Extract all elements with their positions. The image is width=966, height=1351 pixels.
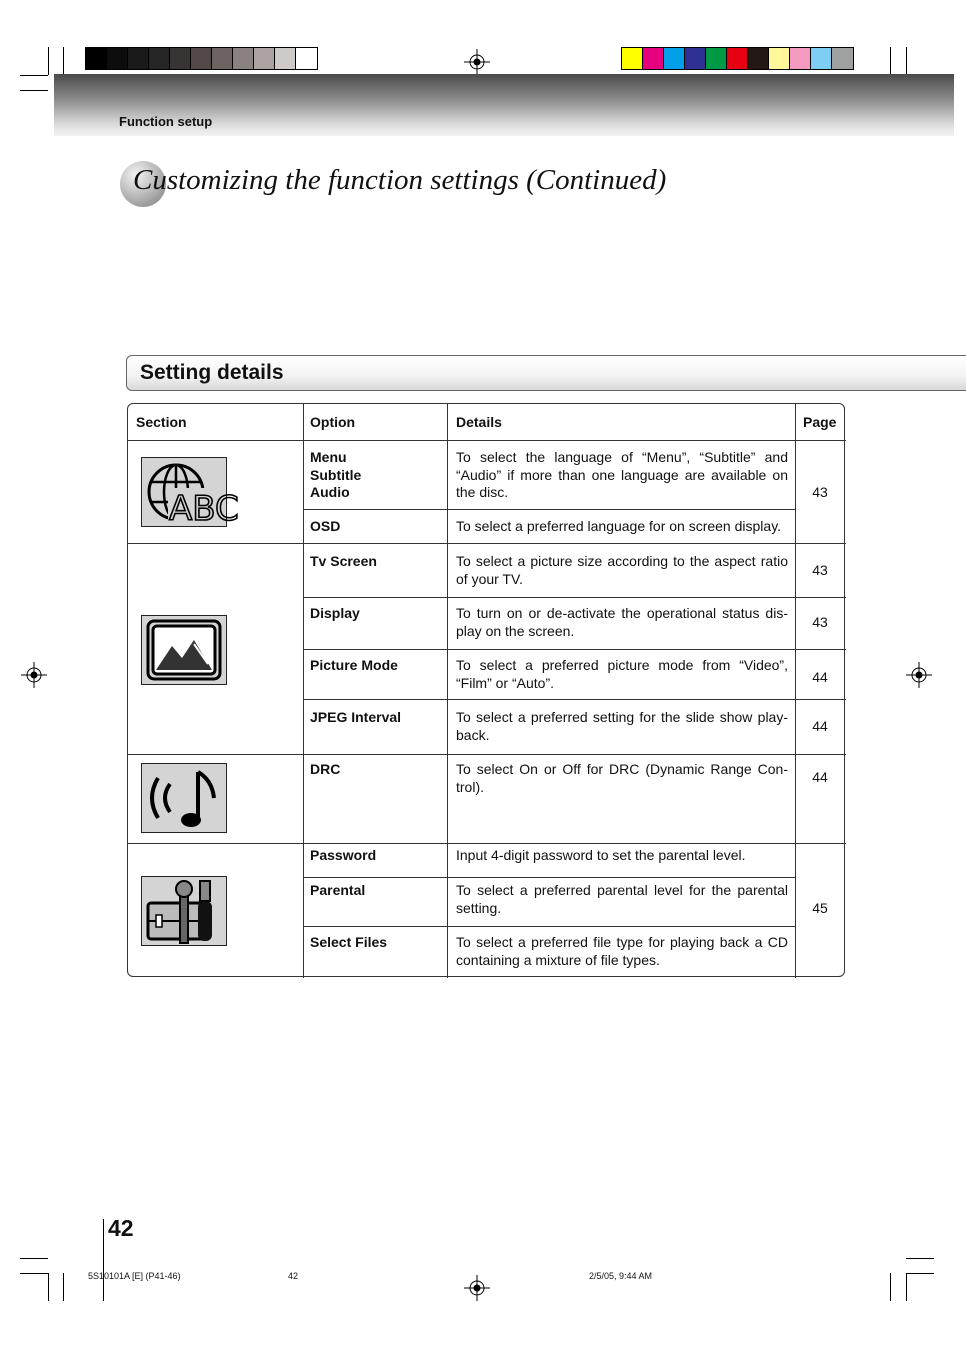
header-page: Page xyxy=(803,414,837,430)
color-swatch xyxy=(832,48,853,69)
crop-mark xyxy=(906,1258,934,1259)
color-swatch xyxy=(664,48,685,69)
crop-mark xyxy=(48,47,49,75)
color-swatch xyxy=(769,48,790,69)
gray-swatch xyxy=(191,48,212,69)
option-select-files: Select Files xyxy=(310,934,388,950)
page-ref: 44 xyxy=(812,718,828,734)
header-details: Details xyxy=(456,414,502,430)
option-osd: OSD xyxy=(310,518,341,534)
header-section: Section xyxy=(136,414,187,430)
grayscale-calibration-bar xyxy=(85,47,318,70)
globe-abc-icon xyxy=(141,457,239,529)
gray-swatch xyxy=(86,48,107,69)
page-number-rule xyxy=(103,1219,104,1301)
crop-mark xyxy=(906,47,907,75)
crop-mark xyxy=(63,1273,64,1301)
details-select-files: To select a preferred file type for playing back a CD containing a mixture of file types. xyxy=(456,934,788,968)
color-swatch xyxy=(790,48,811,69)
details-language: To select the language of “Menu”, “Subtitle” and “Audio” if more than one language are available on the disc. xyxy=(456,449,788,500)
crop-mark xyxy=(20,90,48,91)
crop-mark xyxy=(20,1273,48,1274)
footer-timestamp: 2/5/05, 9:44 AM xyxy=(589,1271,653,1281)
page-ref: 44 xyxy=(812,769,828,785)
option-tv-screen: Tv Screen xyxy=(310,553,377,569)
page-ref: 43 xyxy=(812,484,828,500)
color-calibration-bar xyxy=(621,47,854,70)
details-osd: To select a preferred language for on screen display. xyxy=(456,518,782,534)
footer-doc-code: 5S10101A [E] (P41-46) xyxy=(88,1271,181,1281)
details-picture-mode: To select a preferred picture mode from “Video”, “Film” or “Auto”. xyxy=(456,657,788,691)
crop-mark xyxy=(906,1273,934,1274)
gray-swatch xyxy=(149,48,170,69)
page-ref: 44 xyxy=(812,669,828,685)
gray-swatch xyxy=(275,48,296,69)
table-rule xyxy=(304,877,796,878)
option-password: Password xyxy=(310,847,377,863)
table-rule xyxy=(128,440,846,441)
header-option: Option xyxy=(310,414,356,430)
gray-swatch xyxy=(212,48,233,69)
svg-text:ABC: ABC xyxy=(169,489,239,529)
option-parental: Parental xyxy=(310,882,366,898)
table-rule xyxy=(304,699,846,700)
band-label: Function setup xyxy=(119,114,213,129)
table-rule xyxy=(128,754,846,755)
page-ref: 43 xyxy=(812,562,828,578)
option-display: Display xyxy=(310,605,360,621)
option-menu-subtitle-audio: Menu Subtitle Audio xyxy=(310,449,362,500)
table-rule xyxy=(447,404,448,978)
footer-page-ref: 42 xyxy=(288,1271,299,1281)
crop-mark xyxy=(906,1273,907,1301)
mountain-picture-icon xyxy=(141,615,227,685)
details-display: To turn on or de-activate the operational status dis-play on the screen. xyxy=(456,605,788,639)
registration-mark-icon xyxy=(21,662,47,688)
table-rule xyxy=(303,404,304,978)
gray-swatch xyxy=(170,48,191,69)
page-title: Customizing the function settings (Continued) xyxy=(133,164,667,196)
details-parental: To select a preferred parental level for the parental setting. xyxy=(456,882,788,916)
section-heading: Setting details xyxy=(140,361,284,384)
crop-mark xyxy=(63,47,64,75)
color-swatch xyxy=(811,48,832,69)
option-drc: DRC xyxy=(310,761,341,777)
crop-mark xyxy=(48,1273,49,1301)
gray-swatch xyxy=(107,48,128,69)
option-jpeg-interval: JPEG Interval xyxy=(310,709,402,725)
page-ref: 43 xyxy=(812,614,828,630)
crop-mark xyxy=(890,47,891,75)
color-swatch xyxy=(622,48,643,69)
color-swatch xyxy=(706,48,727,69)
sound-note-icon xyxy=(141,763,227,833)
table-rule xyxy=(304,597,846,598)
table-rule xyxy=(304,649,846,650)
crop-mark xyxy=(20,1258,48,1259)
gray-swatch xyxy=(254,48,275,69)
details-jpeg-interval: To select a preferred setting for the slide show play-back. xyxy=(456,709,788,743)
registration-mark-icon xyxy=(906,662,932,688)
option-picture-mode: Picture Mode xyxy=(310,657,398,673)
gray-swatch xyxy=(233,48,254,69)
tools-icon xyxy=(141,876,227,946)
table-rule xyxy=(128,543,846,544)
table-rule xyxy=(128,843,846,844)
details-drc: To select On or Off for DRC (Dynamic Range Con-trol). xyxy=(456,761,788,795)
table-rule xyxy=(304,926,796,927)
page-ref: 45 xyxy=(812,900,828,916)
details-tv-screen: To select a picture size according to the aspect ratio of your TV. xyxy=(456,553,788,587)
crop-mark xyxy=(890,1273,891,1301)
page-number: 42 xyxy=(108,1215,134,1241)
gray-swatch xyxy=(296,48,317,69)
registration-mark-icon xyxy=(464,1275,490,1301)
crop-mark xyxy=(20,75,48,76)
color-swatch xyxy=(643,48,664,69)
color-swatch xyxy=(685,48,706,69)
color-swatch xyxy=(727,48,748,69)
gray-swatch xyxy=(128,48,149,69)
registration-mark-icon xyxy=(464,49,490,75)
table-rule xyxy=(304,509,796,510)
color-swatch xyxy=(748,48,769,69)
details-password: Input 4-digit password to set the parental level. xyxy=(456,847,746,863)
